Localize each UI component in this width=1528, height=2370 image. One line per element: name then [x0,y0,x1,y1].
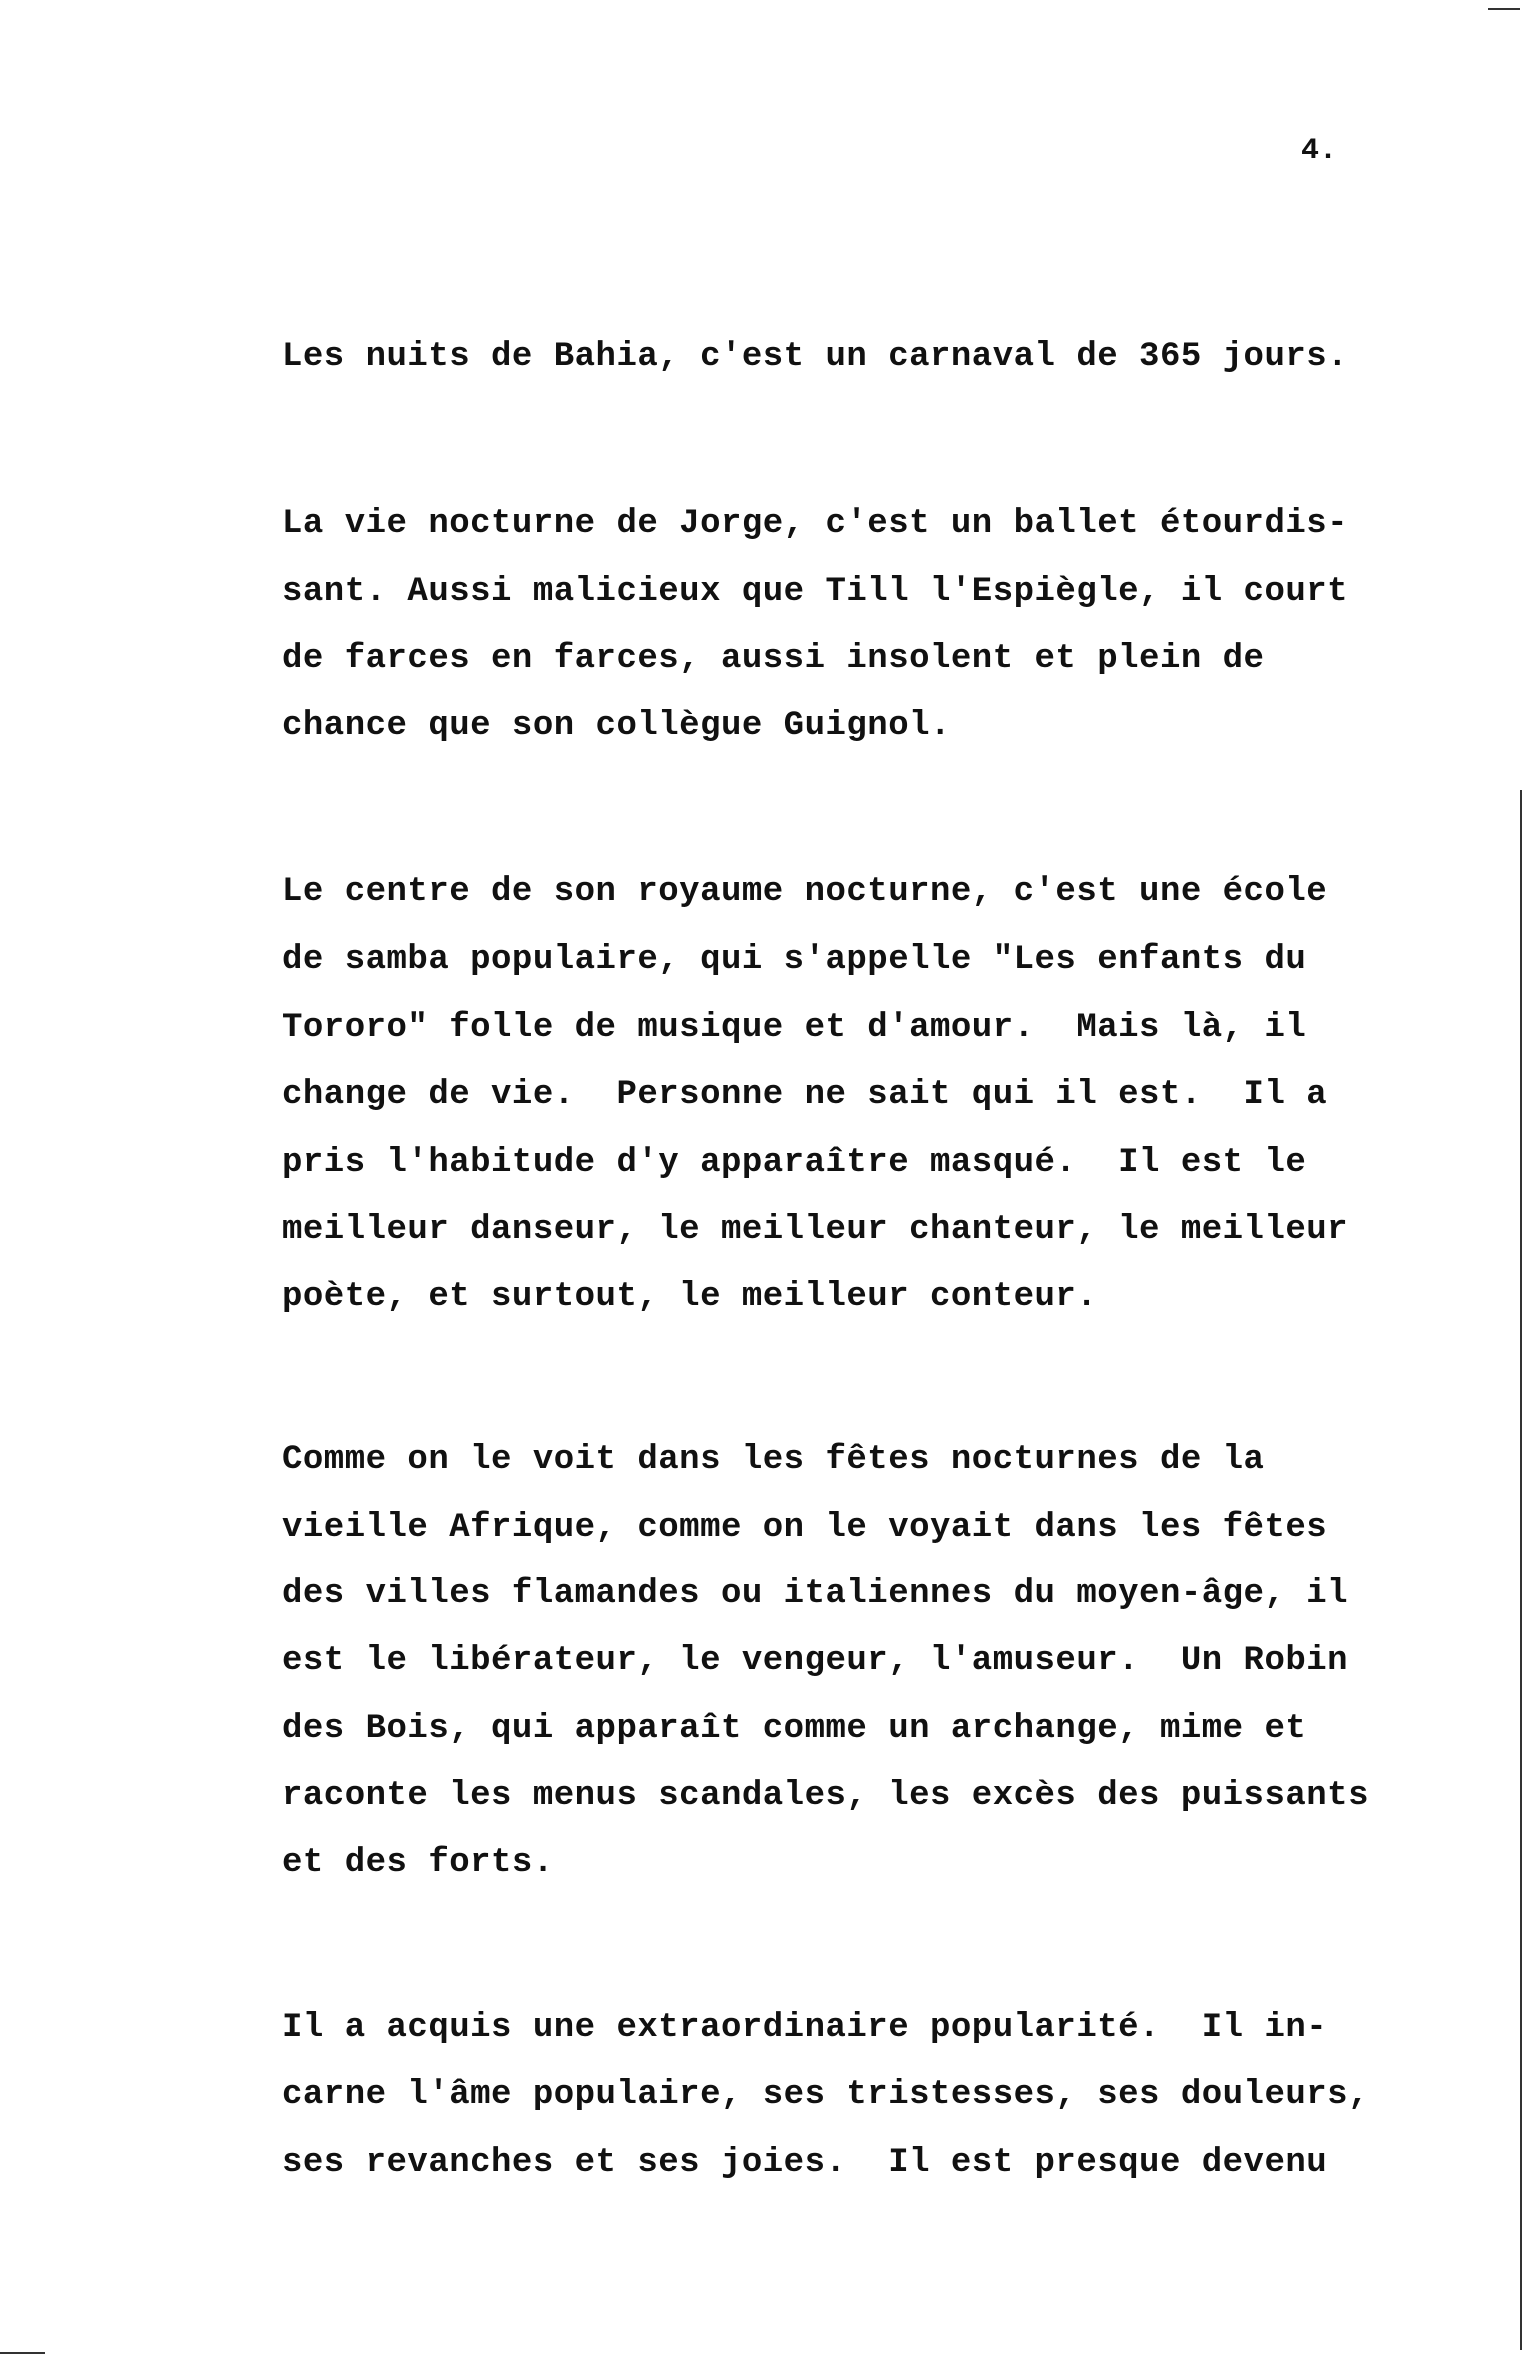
scan-edge-bottom-left [0,2352,45,2354]
text-line: Il a acquis une extraordinaire popularité. Il in- [282,2009,1328,2047]
text-line: La vie nocturne de Jorge, c'est un ballet étourdis- [282,505,1349,543]
text-line: ses revanches et ses joies. Il est presque devenu [282,2144,1328,2182]
scan-edge-top-right [1488,8,1520,10]
text-line: vieille Afrique, comme on le voyait dans les fêtes [282,1509,1328,1547]
text-line: Les nuits de Bahia, c'est un carnaval de 365 jours. [282,338,1349,376]
text-line: de samba populaire, qui s'appelle "Les enfants du [282,941,1307,979]
text-line: des Bois, qui apparaît comme un archange, mime et [282,1710,1307,1748]
text-line: raconte les menus scandales, les excès des puissants [282,1777,1369,1815]
text-line: poète, et surtout, le meilleur conteur. [282,1278,1098,1316]
text-line: Comme on le voit dans les fêtes nocturnes de la [282,1441,1265,1479]
text-line: carne l'âme populaire, ses tristesses, ses douleurs, [282,2076,1369,2114]
text-line: meilleur danseur, le meilleur chanteur, le meilleur [282,1211,1349,1249]
text-line: pris l'habitude d'y apparaître masqué. Il est le [282,1144,1307,1182]
text-line: Le centre de son royaume nocturne, c'est une école [282,873,1328,911]
text-line: chance que son collègue Guignol. [282,707,951,745]
text-line: change de vie. Personne ne sait qui il est. Il a [282,1076,1328,1114]
text-line: sant. Aussi malicieux que Till l'Espiègle, il court [282,573,1349,611]
text-line: et des forts. [282,1844,554,1882]
text-line: est le libérateur, le vengeur, l'amuseur. Un Robin [282,1642,1349,1680]
page-number: 4. [1301,134,1338,168]
text-line: des villes flamandes ou italiennes du moyen-âge, il [282,1575,1349,1613]
text-line: de farces en farces, aussi insolent et plein de [282,640,1265,678]
text-line: Tororo" folle de musique et d'amour. Mais là, il [282,1009,1307,1047]
scan-edge-right [1520,790,1522,2350]
